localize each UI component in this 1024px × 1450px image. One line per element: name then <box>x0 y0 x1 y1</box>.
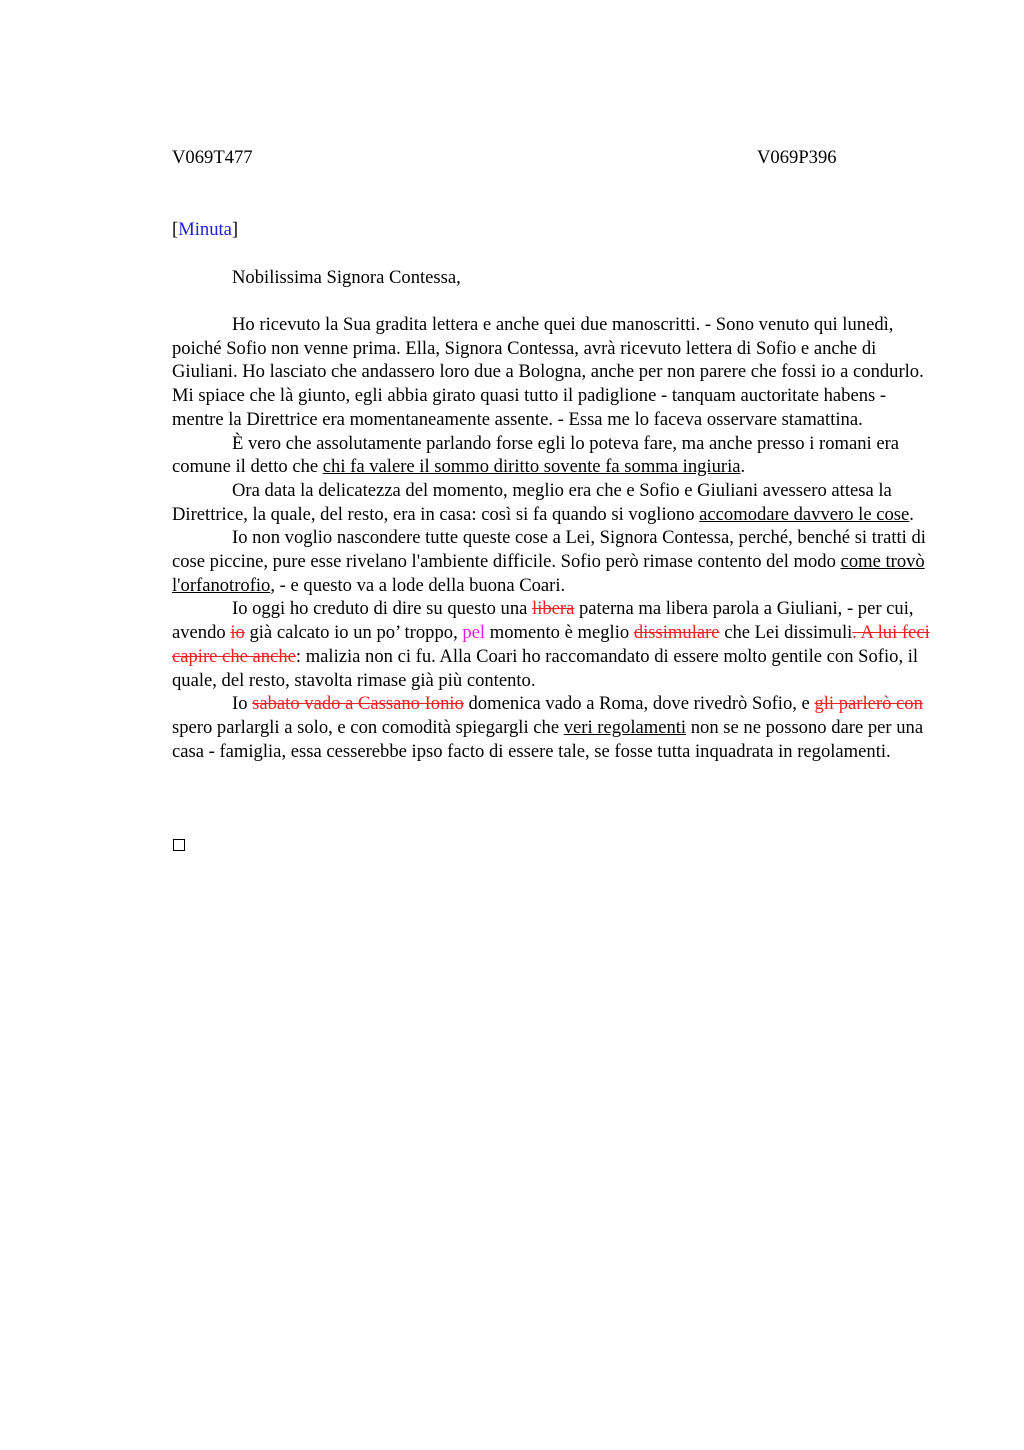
text-run: momento è meglio <box>485 622 634 644</box>
paragraph-1: Ho ricevuto la Sua gradita lettera e anche quei due manoscritti. - Sono venuto qui lunedì, poiché Sofio non venne prima. Ella, Signora Contessa, avrà ricevuto lettera di Sofio e anche di Giuliani. Ho lasciato che andassero loro due a Bologna, anche per non parere che fossi io a condurlo. Mi spiace che là giunto, egli abbia girato quasi tutto il padiglione - tanquam auctoritate habens - mentre la Direttrice era momentaneamente assente. - Essa me lo faceva osservare stamattina. <box>172 314 924 430</box>
text-run: , - e questo va a lode della buona Coari. <box>270 574 566 596</box>
deleted-word: io <box>230 622 245 644</box>
deleted-phrase: . A lui feci capire che anche <box>172 622 930 667</box>
paragraph-6 <box>172 692 932 763</box>
inserted-word: pel <box>462 622 486 644</box>
bracket-open: [ <box>172 219 179 240</box>
text-run: spero parlargli a solo, e con comodità spiegargli che <box>172 716 564 738</box>
paragraph-3 <box>172 479 932 526</box>
end-marker-box-icon <box>173 839 185 851</box>
text-run: non se ne possono dare per una casa - famiglia, essa cesserebbe ipso facto di essere tale, se fosse tutta inquadrata in regolamenti. <box>172 716 924 762</box>
text-run: È vero che assolutamente parlando forse egli lo poteva fare, ma anche presso i romani era comune il detto che <box>172 432 900 478</box>
text-run: . <box>740 456 746 478</box>
letter-body <box>172 313 932 763</box>
bracket-close: ] <box>231 219 239 240</box>
underlined-phrase: veri regolamenti <box>563 716 687 738</box>
deleted-phrase: gli parlerò con <box>814 693 923 715</box>
text-run: paterna ma libera parola a Giuliani, - per cui, avendo <box>172 598 914 644</box>
paragraph-5 <box>172 597 932 692</box>
minuta-text: Minuta <box>178 219 232 240</box>
text-run: che Lei dissimuli <box>719 622 853 644</box>
text-run: domenica vado a Roma, dove rivedrò Sofio, e <box>463 693 815 715</box>
paragraph-4 <box>172 526 932 597</box>
underlined-phrase: come trovò l'orfanotrofio <box>172 551 925 596</box>
underlined-phrase: accomodare davvero le cose <box>699 503 910 525</box>
salutation: Nobilissima Signora Contessa, <box>232 267 461 288</box>
text-run: . <box>909 503 914 525</box>
paragraph-2 <box>172 432 932 479</box>
deleted-word: libera <box>532 598 575 620</box>
deleted-word: dissimulare <box>633 622 720 644</box>
deleted-phrase: sabato vado a Cassano Ionio <box>252 693 464 715</box>
document-code-right: V069P396 <box>757 147 837 168</box>
document-code-left: V069T477 <box>172 147 253 168</box>
minuta-label <box>172 219 238 241</box>
text-run: Io oggi ho creduto di dire su questo una <box>232 598 533 620</box>
text-run: Ora data la delicatezza del momento, meglio era che e Sofio e Giuliani avessero attesa la Direttrice, la quale, del resto, era in casa: così si fa quando si vogliono <box>172 479 892 525</box>
text-run: Io <box>232 693 253 715</box>
text-run: già calcato io un po’ troppo, <box>244 622 463 644</box>
underlined-phrase: chi fa valere il sommo diritto sovente fa somma ingiuria <box>322 456 741 478</box>
text-run: Io non voglio nascondere tutte queste cose a Lei, Signora Contessa, perché, benché si tratti di cose piccine, pure esse rivelano l'ambiente difficile. Sofio però rimase contento del modo <box>172 527 926 573</box>
text-run: : malizia non ci fu. Alla Coari ho raccomandato di essere molto gentile con Sofio, il quale, del resto, stavolta rimase già più contento. <box>172 645 919 691</box>
